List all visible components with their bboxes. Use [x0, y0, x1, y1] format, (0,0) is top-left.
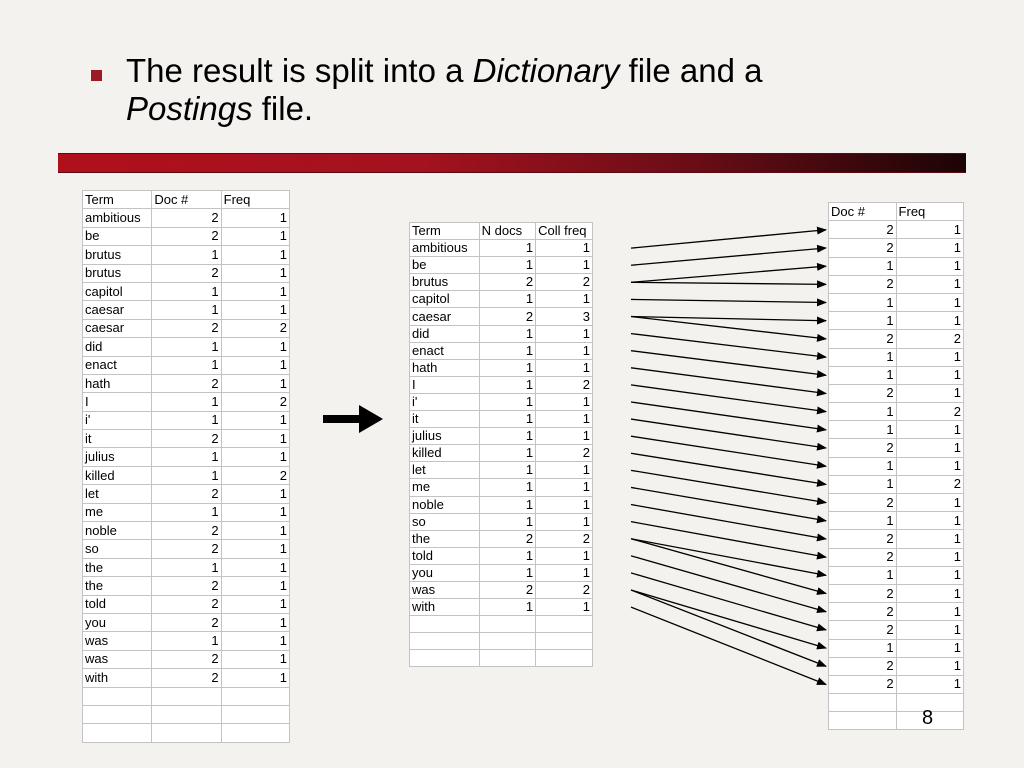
postings-table-cell: 2: [829, 384, 897, 402]
postings-table-row: [829, 421, 964, 439]
term-table-cell: 1: [221, 558, 289, 576]
dictionary-table-cell: told: [410, 547, 480, 564]
postings-table-cell: 2: [829, 439, 897, 457]
posting-link-arrow: [631, 334, 826, 357]
dictionary-table-cell: ambitious: [410, 240, 480, 257]
postings-table-cell: 2: [829, 530, 897, 548]
dictionary-table-cell: noble: [410, 496, 480, 513]
dictionary-table-cell: was: [410, 581, 480, 598]
dictionary-table-cell: 1: [479, 240, 536, 257]
postings-table-cell: 2: [829, 239, 897, 257]
term-table-cell: with: [83, 669, 152, 687]
term-table-cell: 1: [221, 485, 289, 503]
term-table-cell: julius: [83, 448, 152, 466]
dictionary-table-cell: julius: [410, 428, 480, 445]
postings-table-row: [829, 257, 964, 275]
postings-table-cell: 2: [829, 584, 897, 602]
term-table-cell: 1: [221, 595, 289, 613]
term-table-cell: 1: [152, 356, 221, 374]
postings-table-cell: 1: [896, 548, 963, 566]
dictionary-table-cell: 1: [479, 376, 536, 393]
dictionary-table-cell: 2: [536, 530, 593, 547]
dictionary-table-cell: you: [410, 564, 480, 581]
dictionary-table-cell: 1: [536, 564, 593, 581]
posting-link-arrow: [631, 487, 826, 520]
term-table-cell: 1: [221, 430, 289, 448]
dictionary-table-header-cell: Term: [410, 223, 480, 240]
postings-table-row: [829, 475, 964, 493]
term-table-cell: the: [83, 558, 152, 576]
dictionary-table-cell: 1: [479, 325, 536, 342]
term-table-cell: 1: [152, 466, 221, 484]
postings-table-row: [829, 330, 964, 348]
postings-table-cell: 1: [829, 366, 897, 384]
dictionary-table-cell: 1: [536, 547, 593, 564]
postings-table-row: [829, 239, 964, 257]
dictionary-table-cell: 1: [536, 359, 593, 376]
postings-table-row: [829, 530, 964, 548]
term-table-cell: 1: [221, 650, 289, 668]
term-table-cell: caesar: [83, 319, 152, 337]
dictionary-table-cell: so: [410, 513, 480, 530]
dictionary-table-cell: 1: [536, 462, 593, 479]
dictionary-table-cell: 1: [536, 428, 593, 445]
postings-table-cell: 1: [896, 621, 963, 639]
dictionary-table-cell: 1: [536, 342, 593, 359]
postings-table-cell: 2: [829, 221, 897, 239]
dictionary-table-cell: 1: [536, 257, 593, 274]
term-table-cell: 1: [221, 209, 289, 227]
term-table-header-cell: Doc #: [152, 191, 221, 209]
term-table-cell: 2: [152, 374, 221, 392]
dictionary-table-cell: 2: [479, 530, 536, 547]
postings-table-row: [829, 293, 964, 311]
postings-table-row: [829, 584, 964, 602]
postings-table-row: [829, 403, 964, 421]
title-text-1: The result is split into a: [126, 52, 473, 89]
postings-table-cell: 2: [829, 494, 897, 512]
postings-table-row: [829, 657, 964, 675]
dictionary-table-cell: 1: [479, 411, 536, 428]
term-table-cell: 1: [221, 301, 289, 319]
posting-link-arrow: [631, 436, 826, 466]
term-table-cell: 1: [221, 356, 289, 374]
dictionary-table-header-cell: N docs: [479, 223, 536, 240]
term-table-header-cell: Freq: [221, 191, 289, 209]
dictionary-table-cell: 1: [536, 479, 593, 496]
term-table-cell: 1: [152, 301, 221, 319]
dictionary-table-cell: I: [410, 376, 480, 393]
postings-table-cell: 1: [829, 257, 897, 275]
dictionary-table-cell: 1: [536, 496, 593, 513]
postings-table-cell: 1: [896, 639, 963, 657]
term-table-cell: 2: [152, 430, 221, 448]
postings-table-cell: 1: [829, 403, 897, 421]
dictionary-table-cell: 2: [479, 581, 536, 598]
postings-table-row: [829, 621, 964, 639]
postings-table-cell: 2: [829, 330, 897, 348]
dictionary-table-cell: killed: [410, 445, 480, 462]
term-table-cell: brutus: [83, 264, 152, 282]
dictionary-table-cell: 1: [479, 428, 536, 445]
postings-table-cell: 2: [896, 475, 963, 493]
posting-link-arrow: [631, 522, 826, 558]
title-emphasis-postings: Postings: [126, 90, 253, 127]
dictionary-table-cell: 1: [479, 599, 536, 616]
term-table-cell: 2: [152, 264, 221, 282]
posting-link-arrow: [631, 385, 826, 412]
term-table-header-cell: Term: [83, 191, 152, 209]
term-table-cell: it: [83, 430, 152, 448]
term-table-cell: 2: [152, 485, 221, 503]
dictionary-table-cell: 3: [536, 308, 593, 325]
dictionary-table-cell: 1: [536, 291, 593, 308]
dictionary-table-cell: the: [410, 530, 480, 547]
postings-table: [828, 202, 964, 730]
term-table-cell: let: [83, 485, 152, 503]
postings-table-row: [829, 221, 964, 239]
term-table-cell: 1: [221, 503, 289, 521]
term-table-cell: the: [83, 577, 152, 595]
postings-table-empty-row: [829, 694, 964, 712]
posting-link-arrow: [631, 505, 826, 539]
dictionary-table-cell: 1: [479, 445, 536, 462]
postings-table-cell: 2: [829, 621, 897, 639]
postings-table-cell: 1: [896, 275, 963, 293]
postings-table-cell: 1: [829, 348, 897, 366]
postings-table-row: [829, 494, 964, 512]
postings-table-cell: 2: [829, 603, 897, 621]
term-table-cell: 1: [152, 246, 221, 264]
term-table-cell: 2: [152, 522, 221, 540]
postings-table-cell: 1: [896, 312, 963, 330]
postings-table-cell: 1: [896, 221, 963, 239]
posting-link-arrow: [631, 539, 826, 576]
postings-table-empty-cell: [829, 712, 897, 730]
postings-table-cell: 1: [829, 421, 897, 439]
dictionary-table-cell: 1: [536, 240, 593, 257]
dictionary-table-cell: 2: [479, 308, 536, 325]
dictionary-table-cell: capitol: [410, 291, 480, 308]
term-table-cell: so: [83, 540, 152, 558]
postings-table-row: [829, 512, 964, 530]
term-table-cell: 1: [221, 577, 289, 595]
term-table-cell: I: [83, 393, 152, 411]
postings-table-empty-row: [829, 712, 964, 730]
posting-link-arrow: [631, 453, 826, 484]
term-table-cell: 1: [221, 227, 289, 245]
postings-table-row: [829, 312, 964, 330]
postings-table-cell: 1: [896, 566, 963, 584]
postings-table-row: [829, 675, 964, 693]
term-table-cell: 2: [152, 650, 221, 668]
term-table-cell: 1: [152, 411, 221, 429]
dictionary-table-cell: 1: [536, 325, 593, 342]
postings-table-cell: 1: [896, 257, 963, 275]
postings-table-cell: 1: [829, 312, 897, 330]
dictionary-table-cell: 1: [479, 513, 536, 530]
term-table-cell: 1: [221, 264, 289, 282]
postings-table-cell: 1: [896, 366, 963, 384]
term-table-cell: 2: [152, 540, 221, 558]
postings-table-cell: 1: [829, 512, 897, 530]
term-table-cell: did: [83, 338, 152, 356]
term-table-cell: be: [83, 227, 152, 245]
term-table-cell: 1: [221, 338, 289, 356]
term-table-cell: 1: [152, 393, 221, 411]
term-table-cell: ambitious: [83, 209, 152, 227]
postings-table-row: [829, 366, 964, 384]
postings-table-cell: 1: [896, 439, 963, 457]
postings-table-cell: 1: [896, 657, 963, 675]
postings-table-cell: 1: [896, 603, 963, 621]
dictionary-table-cell: let: [410, 462, 480, 479]
postings-table-row: [829, 566, 964, 584]
dictionary-table-cell: 1: [536, 513, 593, 530]
term-table-cell: brutus: [83, 246, 152, 264]
term-table-cell: 2: [152, 595, 221, 613]
term-table-cell: was: [83, 650, 152, 668]
dictionary-table-cell: 1: [479, 393, 536, 410]
postings-table-cell: 2: [829, 548, 897, 566]
title-text-3: file.: [252, 90, 314, 127]
dictionary-table-cell: 2: [479, 274, 536, 291]
term-table-cell: told: [83, 595, 152, 613]
posting-link-arrow: [631, 402, 826, 430]
page-number: 8: [922, 707, 934, 729]
postings-table-cell: 1: [829, 639, 897, 657]
dictionary-table-cell: it: [410, 411, 480, 428]
postings-table-cell: 2: [896, 330, 963, 348]
postings-table-row: [829, 603, 964, 621]
term-table-cell: caesar: [83, 301, 152, 319]
term-table-cell: 2: [152, 209, 221, 227]
posting-link-arrow: [631, 539, 826, 594]
postings-table-row: [829, 275, 964, 293]
term-table-cell: 2: [152, 227, 221, 245]
title-text-2: file and a: [619, 52, 763, 89]
postings-table-header-cell: Doc #: [829, 203, 897, 221]
dictionary-table-cell: 1: [479, 291, 536, 308]
dictionary-table-cell: i': [410, 393, 480, 410]
posting-link-arrow: [631, 248, 826, 265]
dictionary-table-cell: 1: [479, 462, 536, 479]
dictionary-table-header-cell: Coll freq: [536, 223, 593, 240]
dictionary-table-cell: be: [410, 257, 480, 274]
term-table-cell: you: [83, 613, 152, 631]
term-table-cell: 2: [152, 669, 221, 687]
dictionary-table-cell: 1: [479, 359, 536, 376]
term-table-cell: 1: [221, 448, 289, 466]
postings-table-cell: 1: [896, 530, 963, 548]
postings-table-cell: 1: [829, 566, 897, 584]
postings-table-empty-cell: [829, 694, 897, 712]
dictionary-table-cell: 1: [536, 393, 593, 410]
term-table-cell: 1: [221, 613, 289, 631]
term-table-cell: enact: [83, 356, 152, 374]
term-table-cell: 1: [152, 503, 221, 521]
dictionary-table-cell: 1: [536, 599, 593, 616]
postings-table-cell: 1: [829, 475, 897, 493]
term-table-cell: 1: [221, 374, 289, 392]
term-table-cell: 1: [221, 411, 289, 429]
dictionary-table-cell: 1: [479, 547, 536, 564]
postings-table-cell: 1: [829, 293, 897, 311]
term-table-cell: 1: [152, 558, 221, 576]
term-table-cell: 1: [221, 669, 289, 687]
postings-table-cell: 1: [896, 348, 963, 366]
dictionary-table-cell: 2: [536, 581, 593, 598]
dictionary-table-cell: did: [410, 325, 480, 342]
posting-link-arrow: [631, 282, 826, 284]
postings-table-cell: 1: [896, 239, 963, 257]
postings-table-cell: 1: [896, 512, 963, 530]
postings-table-row: [829, 548, 964, 566]
postings-table-row: [829, 457, 964, 475]
posting-link-arrow: [631, 556, 826, 612]
postings-table-cell: 1: [896, 494, 963, 512]
dictionary-table-cell: 2: [536, 274, 593, 291]
postings-table-row: [829, 439, 964, 457]
postings-table-row: [829, 384, 964, 402]
postings-table-header-cell: Freq: [896, 203, 963, 221]
postings-table-cell: 2: [829, 675, 897, 693]
postings-table-cell: 1: [896, 457, 963, 475]
postings-table-cell: 1: [896, 421, 963, 439]
term-table-cell: 1: [152, 448, 221, 466]
postings-table-cell: 2: [896, 403, 963, 421]
dictionary-table-cell: with: [410, 599, 480, 616]
term-table-cell: noble: [83, 522, 152, 540]
postings-table-cell: 2: [829, 657, 897, 675]
term-table-cell: was: [83, 632, 152, 650]
postings-table-row: [829, 348, 964, 366]
posting-link-arrow: [631, 299, 826, 302]
postings-table-cell: 1: [896, 384, 963, 402]
posting-link-arrow: [631, 470, 826, 502]
dictionary-table-cell: hath: [410, 359, 480, 376]
postings-table-cell: 1: [896, 675, 963, 693]
term-table-cell: 2: [152, 613, 221, 631]
postings-table-header-row: [829, 203, 964, 221]
term-table-cell: 2: [221, 393, 289, 411]
dictionary-table-cell: 1: [479, 496, 536, 513]
postings-table-row: [829, 639, 964, 657]
dictionary-table-cell: 1: [479, 564, 536, 581]
term-table-cell: 2: [152, 577, 221, 595]
term-table-cell: 1: [221, 246, 289, 264]
postings-table-cell: 1: [896, 584, 963, 602]
posting-link-arrow: [631, 230, 826, 248]
dictionary-table-cell: 1: [479, 257, 536, 274]
term-table-cell: 2: [221, 319, 289, 337]
dictionary-table-cell: brutus: [410, 274, 480, 291]
dictionary-table-cell: caesar: [410, 308, 480, 325]
term-table-cell: killed: [83, 466, 152, 484]
dictionary-table-cell: 2: [536, 445, 593, 462]
term-table-cell: i': [83, 411, 152, 429]
postings-table-cell: 1: [829, 457, 897, 475]
term-table-cell: 1: [221, 632, 289, 650]
posting-link-arrow: [631, 419, 826, 448]
term-table-cell: hath: [83, 374, 152, 392]
term-table-cell: 1: [152, 632, 221, 650]
title-emphasis-dictionary: Dictionary: [472, 52, 620, 89]
term-table-cell: 1: [152, 282, 221, 300]
postings-table-cell: 2: [829, 275, 897, 293]
term-table-cell: 1: [221, 282, 289, 300]
term-table-cell: me: [83, 503, 152, 521]
posting-link-arrow: [631, 266, 826, 282]
term-table-cell: 1: [221, 540, 289, 558]
term-table-cell: capitol: [83, 282, 152, 300]
term-table-cell: 2: [221, 466, 289, 484]
dictionary-table-cell: 1: [479, 342, 536, 359]
term-table-cell: 2: [152, 319, 221, 337]
term-table-cell: 1: [152, 338, 221, 356]
dictionary-table-cell: 2: [536, 376, 593, 393]
dictionary-table-cell: enact: [410, 342, 480, 359]
dictionary-table-cell: me: [410, 479, 480, 496]
term-table-cell: 1: [221, 522, 289, 540]
postings-table-cell: 1: [896, 293, 963, 311]
dictionary-table-cell: 1: [536, 411, 593, 428]
dictionary-table-cell: 1: [479, 479, 536, 496]
